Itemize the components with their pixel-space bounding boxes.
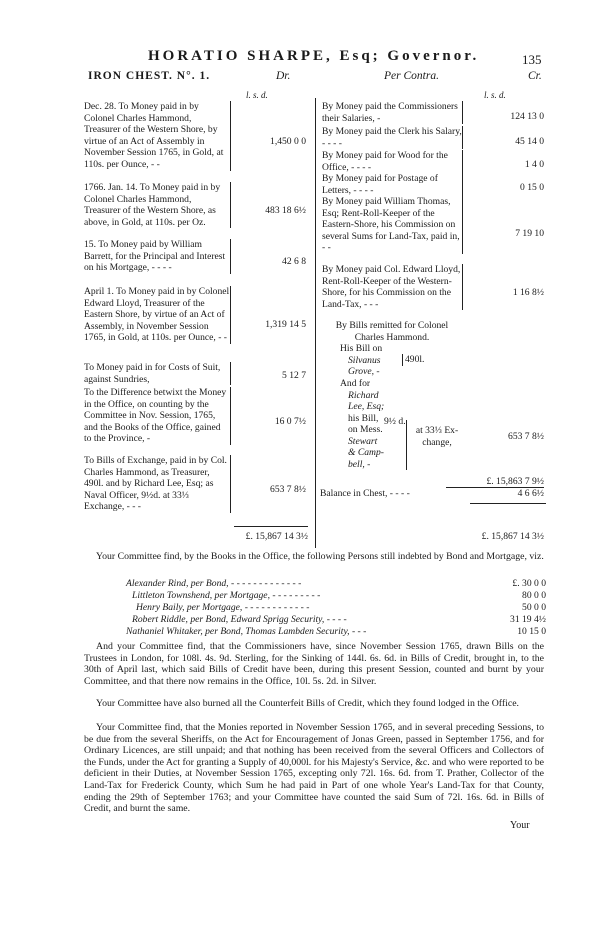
debit-amount: 42 6 8 [282,256,306,267]
bill-label: And for [340,378,371,389]
left-units: l. s. d. [246,90,268,100]
paragraph-bills-trustees: And your Committee find, that the Commissioners have, since November Session 1765, drawn Bills on the Trustees in London, for 108l. 4s. 9d. Sterling, for the Sinking of 144l. 6s. 6d. in Bills of Credit, brought in, to the 30th of April last, which said Bills of Credit have been, during this present Session, counted and burnt by your Committee, and that there now remains in the Office, 10l. 5s. 2d. in Silver. [84,641,544,687]
exchange-rate-label: at 33⅓ Ex- [415,425,459,436]
debtor-amount: 80 0 0 [522,590,546,601]
debtor-name: Robert Riddle, per Bond, Edward Sprigg Security, - - - - [132,614,347,625]
right-column-mark: Cr. [528,70,542,82]
credit-amount: 45 14 0 [515,136,544,147]
left-column-title: IRON CHEST. N°. 1. [88,70,211,82]
credit-amount: 1 16 8½ [512,287,544,298]
debtor-row [126,602,546,614]
bill-payee: Silvanus [348,354,381,366]
debtors-intro: Your Committee find, by the Books in the Office, the following Persons still indebted by Bond and Mortgage, viz. [96,551,544,562]
credit-entry: By Money paid William Thomas, Esq; Rent-Roll-Keeper of the Eastern-Shore, his Commission on several Sums for Land-Tax, paid in, - - [322,196,463,254]
bill-amount-490: 490l. [402,354,424,366]
debtor-list [126,578,546,638]
debtor-row [126,578,546,590]
credit-total: £. 15,867 14 3½ [481,531,544,542]
debtor-row [126,626,546,638]
bill-exchange-rate [410,425,464,448]
credit-amount: 0 15 0 [520,182,544,193]
debtor-name: Nathaniel Whitaker, per Bond, Thomas Lambden Security, - - - [126,626,367,637]
debit-total: £. 15,867 14 3½ [245,531,308,542]
paragraph-counterfeit: Your Committee have also burned all the Counterfeit Bills of Credit, which they found lodged in the Office. [96,698,520,709]
bill-silvanus-grove [340,343,400,378]
bill-label: His Bill on [340,343,383,354]
debit-entry: To the Difference betwixt the Money in the Office, on counting by the Committee in Nov. Session, 1765, and the Books of the Office, gained to the Province, - [84,387,231,445]
debtor-row [126,590,546,602]
paragraph-sheriffs: Your Committee find, that the Monies reported in November Session 1765, and in several preceding Sessions, to be due from the several Sheriffs, on the Act for Encouragement of Jonas Green, passed in September 1756, and for Ordinary Licences, are still unpaid; and that nothing has been received from the several Officers and Collectors of the Funds, under the Act for granting a Supply of 40,000l. for his Majesty's Service, &c. and who were reported to be deficient in their Duties, at November Session 1765, excepting only 72l. 16s. 6d. from T. Prather, Collector of the Land-Tax for Frederick County, which Sum he had paid in Part of one whole Year's Land-Tax for that County, ending the 29th of September 1763; and your Committee have counted the said Sum of 72l. 16s. 6d. in Bills of Credit, and burnt the same. [84,722,544,815]
bill-payee: Lee, Esq; [348,401,385,412]
debtor-name: Alexander Rind, per Bond, - - - - - - - - - - - - - [126,578,302,589]
catchword: Your [510,820,530,831]
credit-entry: By Money paid for Wood for the Office, - - - - [322,150,463,173]
bill-amount-9d: 9½ d. [384,416,406,427]
balance-label: Balance in Chest, - - - - [320,488,410,499]
debit-amount: 5 12 7 [282,370,306,381]
debtor-amount: £. 30 0 0 [512,578,546,589]
debtor-row [126,614,546,626]
debit-entry: 1766. Jan. 14. To Money paid in by Colonel Charles Hammond, Treasurer of the Western Shore, as above, in Gold, at 110s. per Oz. [84,182,231,228]
debit-entry: 15. To Money paid by William Barrett, for the Principal and Interest on his Mortgage, - - - - [84,239,231,274]
credit-entry: By Bills remitted for Colonel Charles Hammond. [335,320,449,343]
credit-entry: By Money paid Col. Edward Lloyd, Rent-Roll-Keeper of the Western-Shore, for his Commission on the Land-Tax, - - - [322,264,463,310]
debit-amount: 1,450 0 0 [270,136,306,147]
credit-amount: 1 4 0 [524,159,544,170]
balance-amount: 4 6 6½ [517,488,544,499]
debtor-name: Henry Baily, per Mortgage, - - - - - - - - - - - - [136,602,310,613]
credit-entry: By Money paid for Postage of Letters, - - - - [322,173,463,196]
debit-amount: 1,319 14 5 [265,319,306,330]
debtor-amount: 31 19 4½ [510,614,546,625]
bill-brace [406,420,408,470]
bill-payee: Richard [348,389,379,401]
bills-amount: 653 7 8½ [508,431,544,442]
debit-total-rule [234,526,308,527]
right-units: l. s. d. [484,90,506,100]
credit-entry: By Money paid the Commissioners their Salaries, - [322,101,463,124]
bill-payee: Grove, - [348,366,380,377]
right-column-title: Per Contra. [384,70,439,82]
debtor-amount: 50 0 0 [522,602,546,613]
debit-entry: To Money paid in for Costs of Suit, against Sundries, [84,362,231,385]
exchange-rate-label: change, [422,436,452,448]
credit-amount: 7 19 10 [515,228,544,239]
debit-entry: April 1. To Money paid in by Colonel Edward Lloyd, Treasurer of the Eastern Shore, by virtue of an Act of Assembly, in November Session 1765, in Gold, at 110s. per Ounce, - - [84,286,230,344]
credit-total-rule [470,503,546,504]
debtor-amount: 10 15 0 [517,626,546,637]
debit-entry: To Bills of Exchange, paid in by Col. Charles Hammond, as Treasurer, 490l. and by Richard Lee, Esq; as Naval Officer, 9½d. at 33⅓ Exchange, - - - [84,455,231,513]
credit-entry: By Money paid the Clerk his Salary, - - - - [322,126,462,149]
bill-payee: Stewart [348,435,378,447]
bill-label: on Mess. [348,424,383,435]
debit-amount: 16 0 7½ [274,416,306,427]
debit-amount: 483 18 6½ [265,205,306,216]
bill-label: his Bill, [348,412,379,424]
page-title: HORATIO SHARPE, Esq; Governor. [148,48,480,64]
debit-amount: 653 7 8½ [270,484,306,495]
bill-payee: & Camp- [348,447,384,458]
debtor-name: Littleton Townshend, per Mortgage, - - - - - - - - - [132,590,321,601]
bill-payee: bell, - [348,458,371,470]
credit-subtotal: £. 15,863 7 9½ [446,476,544,488]
column-divider [315,98,316,548]
page-number: 135 [522,52,542,67]
credit-amount: 124 13 0 [510,111,544,122]
debit-entry: Dec. 28. To Money paid in by Colonel Charles Hammond, Treasurer of the Western Shore, by virtue of an Act of Assembly in November Session 1765, in Gold, at 110s. per Ounce, - - [84,101,231,171]
left-column-mark: Dr. [276,70,291,82]
